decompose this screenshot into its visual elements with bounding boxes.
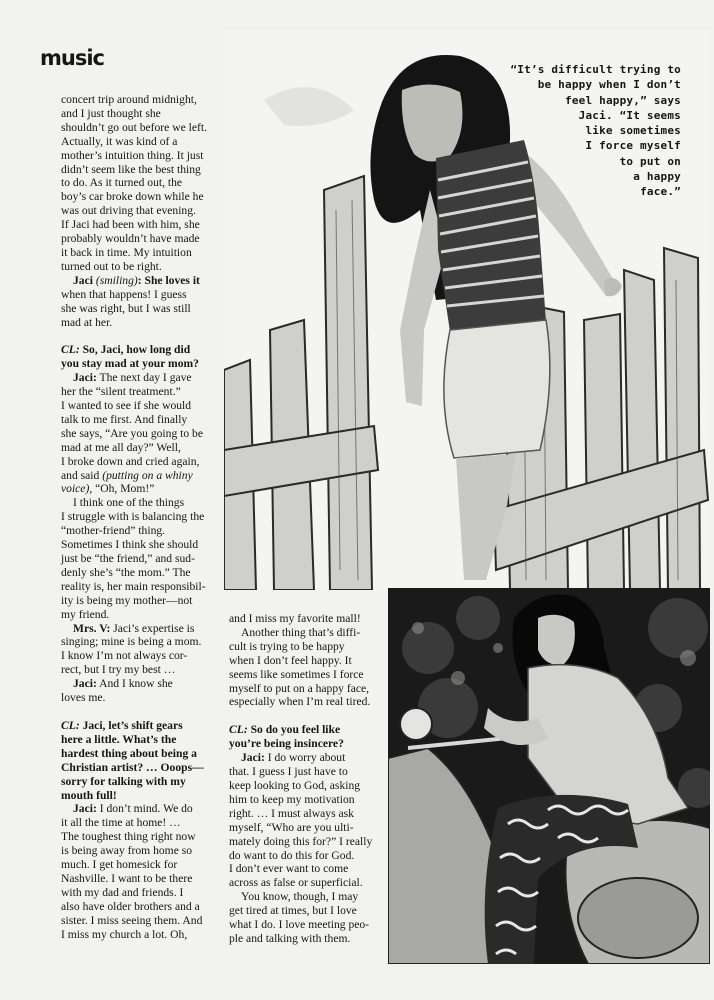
article-column-2 [229,612,387,946]
pull-quote-line: feel happy,” says [565,93,681,107]
article-column-1 [61,93,226,941]
paragraph: Jaci: And I know she loves me. [61,677,173,705]
pull-quote-line: Jaci. “It seems [578,108,681,122]
paragraph: I think one of the things I struggle with is balancing the “mother-friend” thing. Sometimes I think she should just be “the friend,” and sud- denly she’s “the mom.” The reality is, her main responsibil- ity is being my mother—not my friend. [61,496,206,621]
paragraph: Jaci: The next day I gave her the “silent treatment.” I wanted to see if she would talk to me first. And finally she says, “Are you going to be mad at me all day?” Well, I broke down and cried again, and said (putting on a whiny voice), “Oh, Mom!” [61,371,203,496]
pull-quote-line: like sometimes [585,124,681,138]
speaker-name: Jaci: [73,802,97,816]
speaker-name: Jaci: [241,751,265,765]
pull-quote-line: face.” [640,185,681,199]
section-heading: music [40,46,104,70]
pull-quote [505,62,681,200]
paragraph: Jaci (smiling): She loves it when that happens! I guess she was right, but I was still mad at her. [61,273,200,329]
photo-scooter [388,588,710,964]
paragraph: Mrs. V: Jaci’s expertise is singing; mine is being a mom. I know I’m not always cor- rect, but I try my best … [61,621,202,677]
interview-question: CL: So do you feel like you’re being insincere? [229,723,344,751]
pull-quote-line: be happy when I don’t [537,78,681,92]
interview-question: CL: So, Jaci, how long did you stay mad at your mom? [61,343,199,371]
paragraph: Jaci: I don’t mind. We do it all the time at home! … The toughest thing right now is being away from home so much. I get homesick for Nashville. I want to be there with my dad and friends. I also have older brothers and a sister. I miss seeing them. And I miss my church a lot. Oh, [61,802,203,941]
paragraph: Jaci: I do worry about that. I guess I just have to keep looking to God, asking him to keep my motivation right. … I must always ask myself, “Who are you ulti- mately doing this for?” I really do want to do this for God. I don’t ever want to come across as false or superficial. [229,751,373,890]
speaker-name: Jaci: [73,677,97,691]
pull-quote-line: a happy [633,170,681,184]
stage-direction: voice), [61,482,93,496]
speaker-name: Jaci: [73,371,97,385]
speaker-name: Mrs. V: [73,621,111,635]
pull-quote-line: “It’s difficult trying to [510,63,681,76]
stage-direction: (putting on a whiny [102,468,193,482]
speaker-name: Jaci [73,273,93,287]
pull-quote-line: I force myself [585,139,681,153]
paragraph: concert trip around midnight, and I just thought she shouldn’t go out before we left. Actually, it was kind of a mother’s intuition thing. It just didn’t seem like the best thing to do. As it turned out, the boy’s car broke down while he was out driving that evening. If Jaci had been with him, she probably wouldn’t have made it back in time. My intuition turned out to be right. [61,93,207,273]
stage-direction: (smiling) [95,273,138,287]
paragraph: and I miss my favorite mall! [229,612,361,625]
paragraph: Another thing that’s diffi- cult is trying to be happy when I don’t feel happy. It seems like sometimes I force myself to put on a happy face, especially when I’m real tired. [229,625,371,709]
interview-question: CL: Jaci, let’s shift gears here a little. What’s the hardest thing about being a Christian artist? … Ooops— sorry for talking with my mouth full! [61,718,204,802]
pull-quote-line: to put on [619,154,681,168]
paragraph: You know, though, I may get tired at times, but I love what I do. I love meeting peo- ple and talking with them. [229,890,370,945]
